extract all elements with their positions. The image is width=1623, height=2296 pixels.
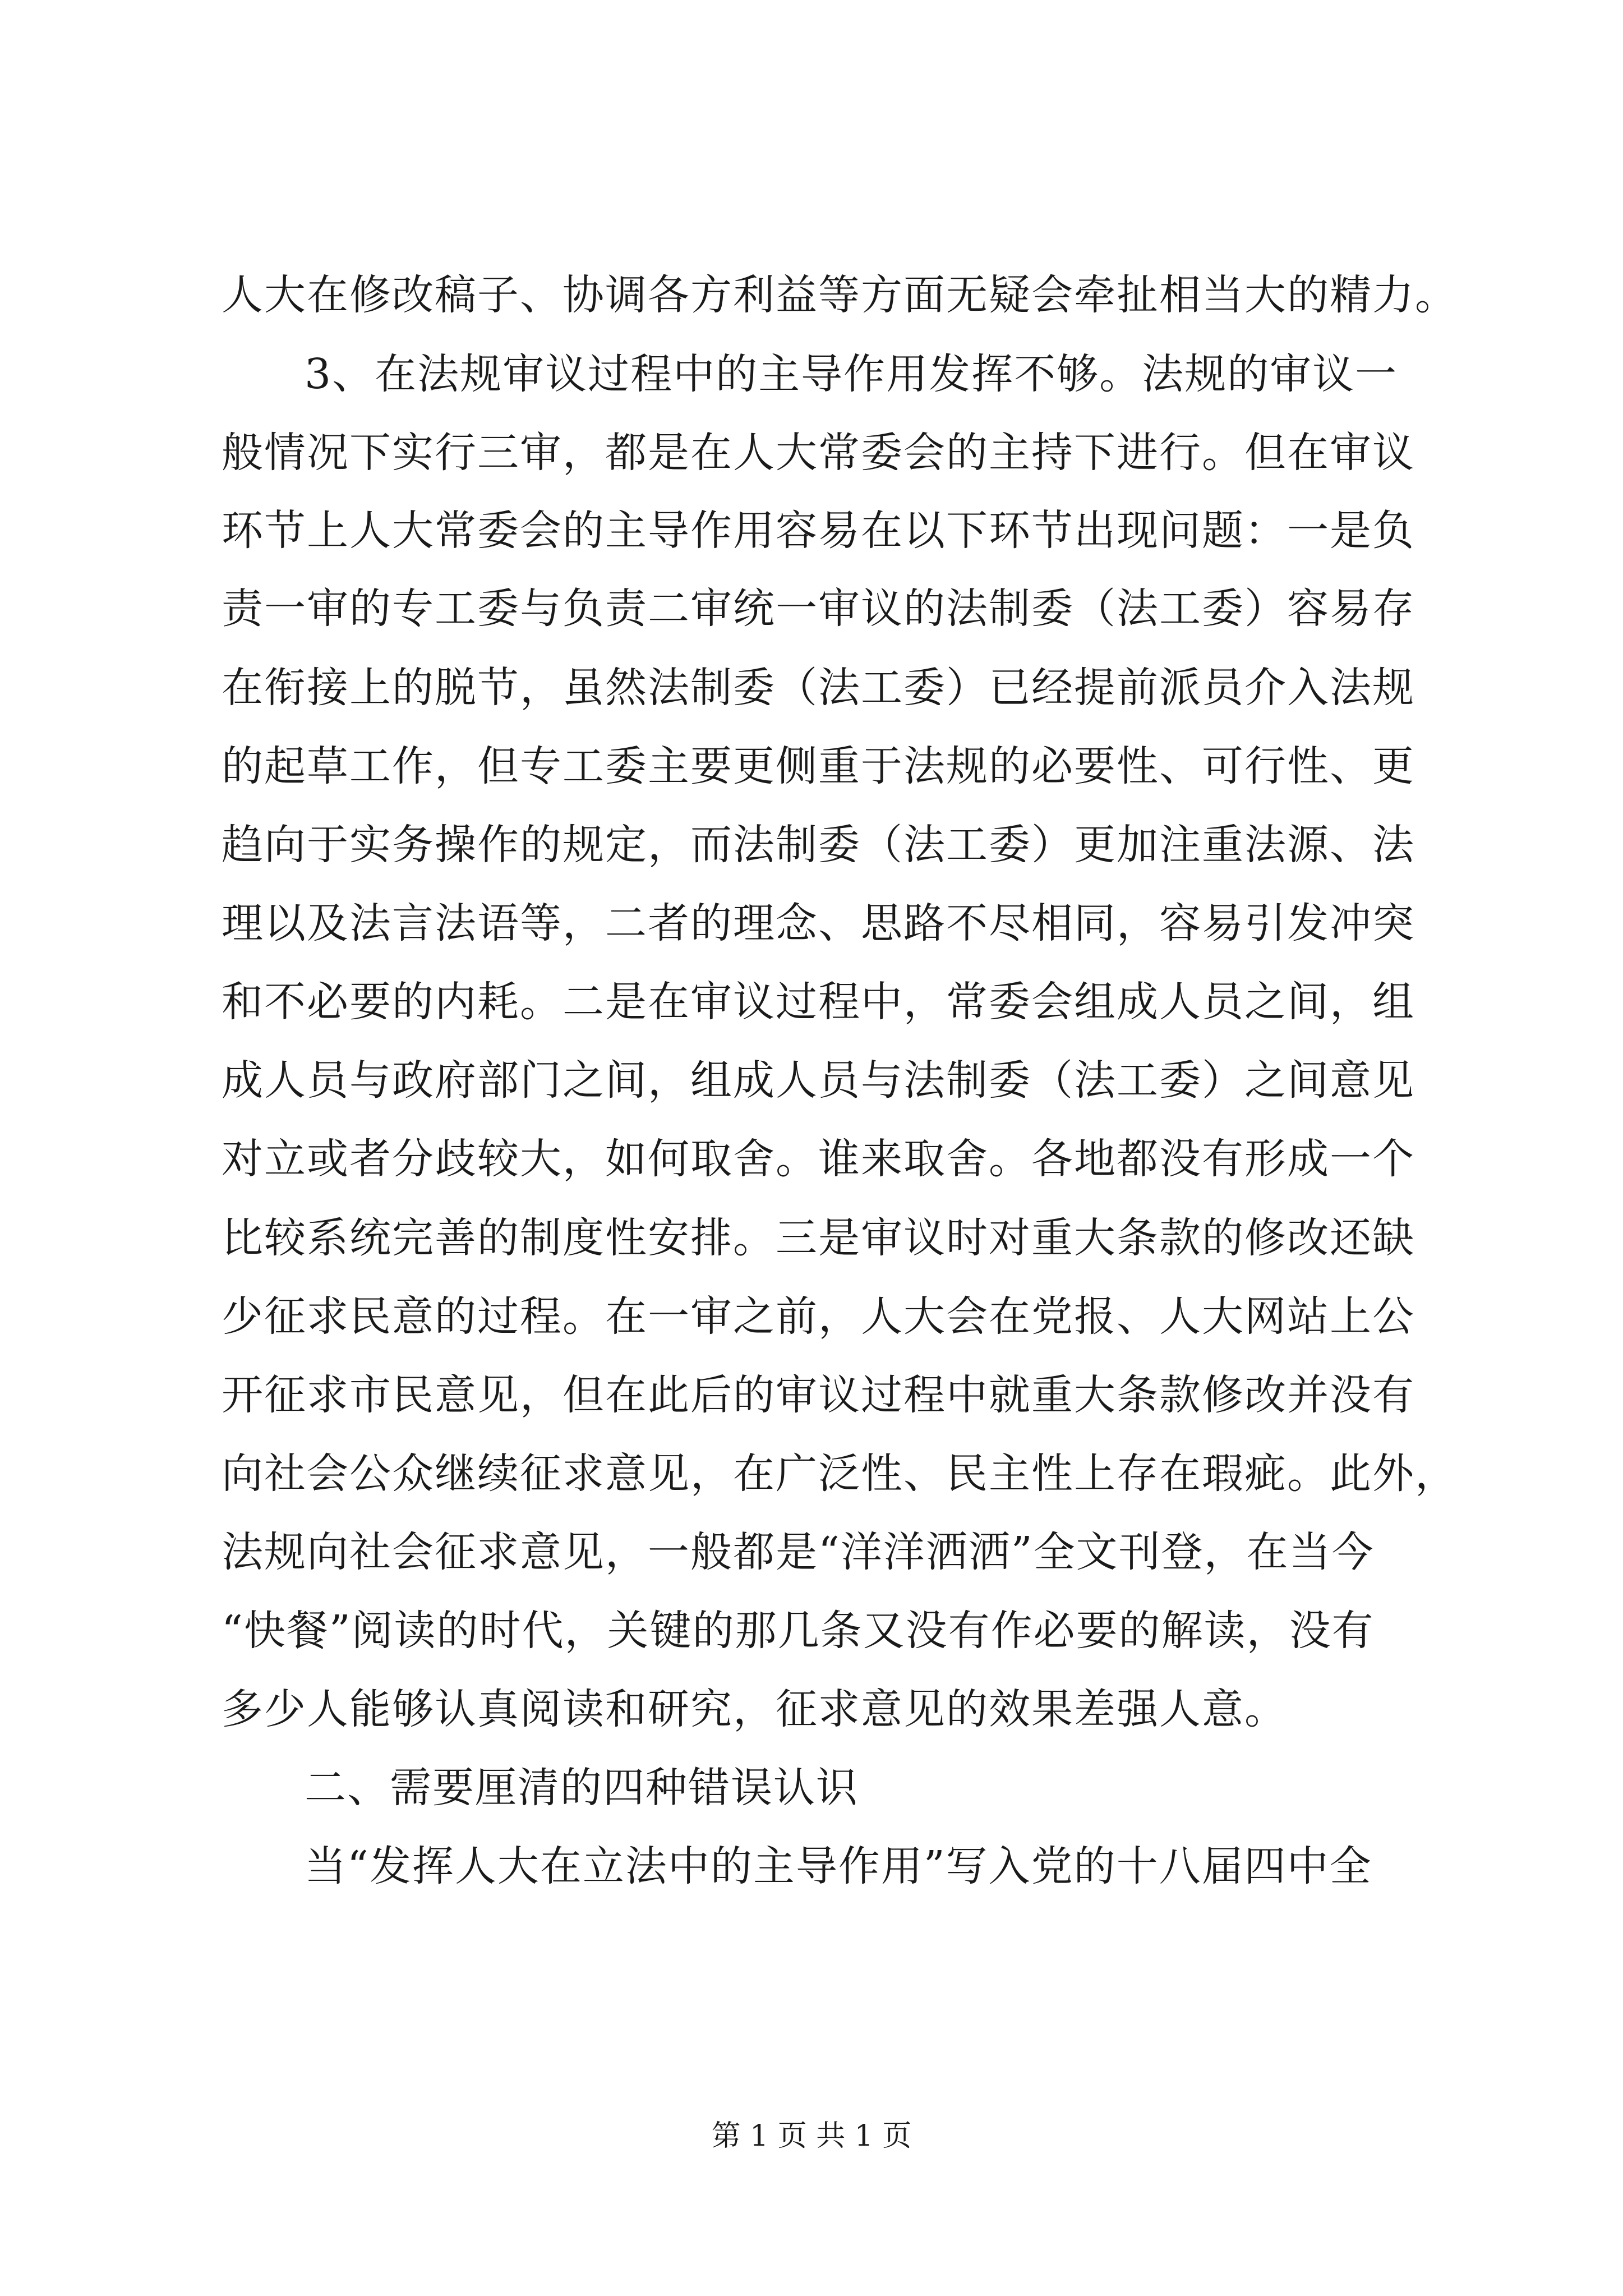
paragraph-start-line: 3、在法规审议过程中的主导作用发挥不够。法规的审议一 <box>305 350 1398 398</box>
text-line: 的起草工作，但专工委主要更侧重于法规的必要性、可行性、更 <box>222 742 1415 790</box>
text-line: 比较系统完善的制度性安排。三是审议时对重大条款的修改还缺 <box>222 1214 1415 1262</box>
text-line: 和不必要的内耗。二是在审议过程中，常委会组成人员之间，组 <box>222 978 1415 1026</box>
paragraph-start-line: 当“发挥人大在立法中的主导作用”写入党的十八届四中全 <box>305 1842 1372 1890</box>
text-line: 趋向于实务操作的规定，而法制委（法工委）更加注重法源、法 <box>222 821 1415 869</box>
text-line: 成人员与政府部门之间，组成人员与法制委（法工委）之间意见 <box>222 1056 1415 1105</box>
text-line: 向社会公众继续征求意见，在广泛性、民主性上存在瑕疵。此外， <box>222 1450 1458 1498</box>
page-footer: 第 1 页 共 1 页 <box>711 2119 912 2153</box>
text-line: “快餐”阅读的时代，关键的那几条又没有作必要的解读，没有 <box>222 1607 1375 1655</box>
section-heading: 二、需要厘清的四种错误认识 <box>305 1764 859 1812</box>
text-line: 般情况下实行三审，都是在人大常委会的主持下进行。但在审议 <box>222 429 1415 477</box>
text-line: 少征求民意的过程。在一审之前，人大会在党报、人大网站上公 <box>222 1292 1415 1341</box>
text-line: 对立或者分歧较大，如何取舍。谁来取舍。各地都没有形成一个 <box>222 1135 1415 1183</box>
text-line: 责一审的专工委与负责二审统一审议的法制委（法工委）容易存 <box>222 585 1415 633</box>
text-line: 理以及法言法语等，二者的理念、思路不尽相同，容易引发冲突 <box>222 899 1415 947</box>
text-line: 人大在修改稿子、协调各方利益等方面无疑会牵扯相当大的精力。 <box>222 271 1458 319</box>
text-line: 开征求市民意见，但在此后的审议过程中就重大条款修改并没有 <box>222 1371 1415 1419</box>
text-line: 多少人能够认真阅读和研究，征求意见的效果差强人意。 <box>222 1685 1287 1733</box>
text-line: 法规向社会征求意见，一般都是“洋洋洒洒”全文刊登，在当今 <box>222 1528 1375 1576</box>
text-line: 环节上人大常委会的主导作用容易在以下环节出现问题：一是负 <box>222 507 1415 555</box>
text-line: 在衔接上的脱节，虽然法制委（法工委）已经提前派员介入法规 <box>222 664 1415 712</box>
